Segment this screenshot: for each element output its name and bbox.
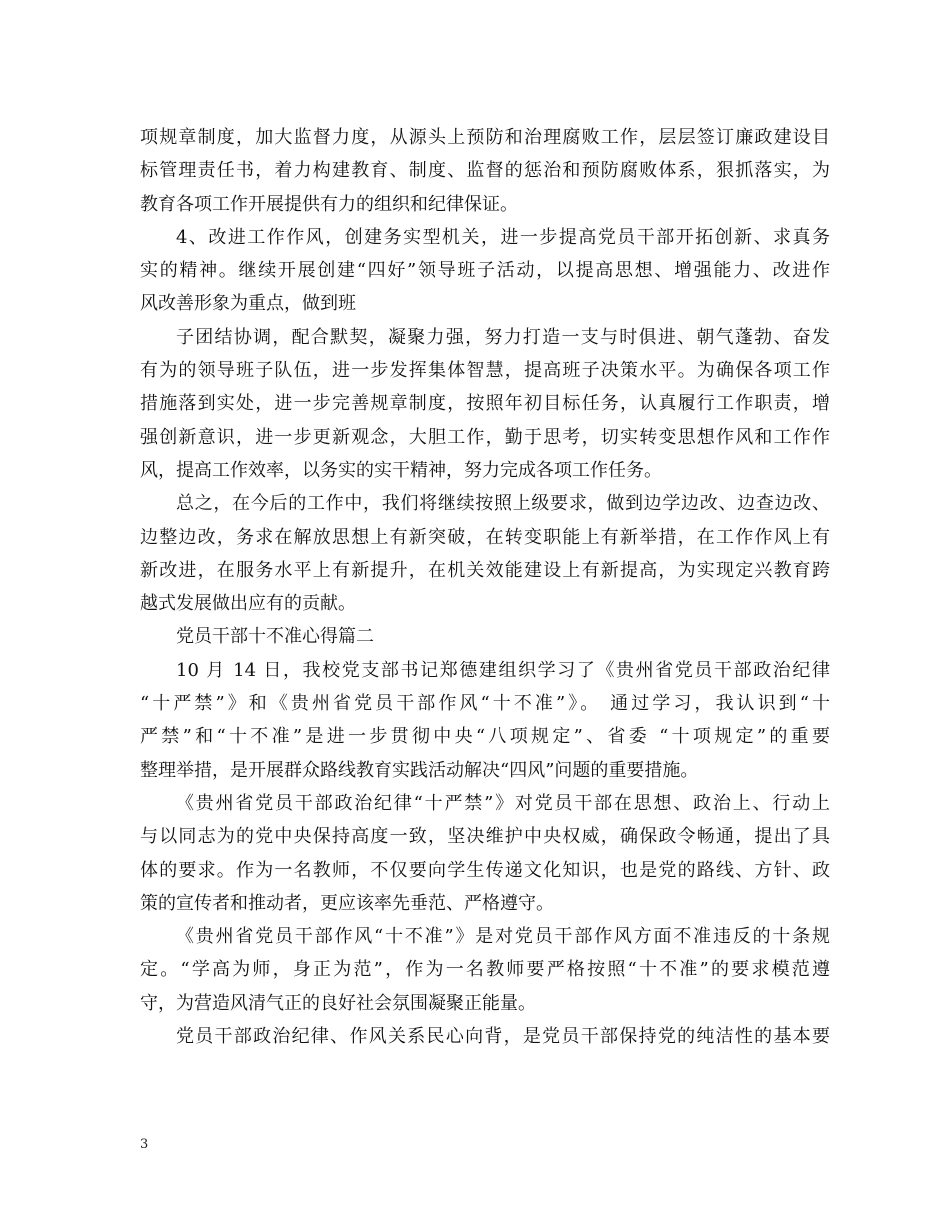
text-line: 守，为营造风清气正的良好社会氛围凝聚正能量。 (140, 992, 536, 1014)
text-line: 4、改进工作作风，创建务实型机关，进一步提高党员干部开拓创新、求真务 (176, 226, 830, 248)
text-line: “十严禁”》和《贵州省党员干部作风“十不准”》。 通过学习，我认识到“十 (140, 693, 830, 715)
text-line: 边整边改，务求在解放思想上有新突破，在转变职能上有新举措，在工作作风上有 (140, 526, 830, 548)
text-line: 子团结协调，配合默契，凝聚力强，努力打造一支与时俱进、朝气蓬勃、奋发 (176, 326, 830, 348)
text-line: 有为的领导班子队伍，进一步发挥集体智慧，提高班子决策水平。为确保各项工作 (140, 360, 830, 382)
text-line: 措施落到实处，进一步完善规章制度，按照年初目标任务，认真履行工作职责，增 (140, 393, 830, 415)
text-line: 教育各项工作开展提供有力的组织和纪律保证。 (140, 193, 518, 215)
text-line: 与以同志为的党中央保持高度一致，坚决维护中央权威，确保政令畅通，提出了具 (140, 826, 830, 848)
text-line: 实的精神。继续开展创建“四好”领导班子活动，以提高思想、增强能力、改进作 (140, 260, 830, 282)
text-line: 强创新意识，进一步更新观念，大胆工作，勤于思考，切实转变思想作风和工作作 (140, 426, 830, 448)
text-line: 越式发展做出应有的贡献。 (140, 593, 356, 615)
text-line: 风改善形象为重点，做到班 (140, 293, 356, 315)
text-line: 标管理责任书，着力构建教育、制度、监督的惩治和预防腐败体系，狠抓落实，为 (140, 160, 830, 182)
text-line: 策的宣传者和推动者，更应该率先垂范、严格遵守。 (140, 892, 554, 914)
text-line: 定。“学高为师，身正为范”，作为一名教师要严格按照“十不准”的要求模范遵 (140, 959, 830, 981)
text-line: 新改进，在服务水平上有新提升，在机关效能建设上有新提高，为实现定兴教育跨 (140, 559, 830, 581)
text-line: 《贵州省党员干部作风“十不准”》是对党员干部作风方面不准违反的十条规 (176, 926, 830, 948)
text-line: 风，提高工作效率，以务实的实干精神，努力完成各项工作任务。 (140, 459, 662, 481)
text-line: 整理举措，是开展群众路线教育实践活动解决“四风”问题的重要措施。 (140, 759, 699, 781)
document-body (140, 121, 830, 1053)
text-line: 党员干部政治纪律、作风关系民心向背，是党员干部保持党的纯洁性的基本要 (176, 1026, 830, 1048)
text-line: 10 月 14 日，我校党支部书记郑德建组织学习了《贵州省党员干部政治纪律 (176, 659, 830, 681)
text-line: 总之，在今后的工作中，我们将继续按照上级要求，做到边学边改、边查边改、 (176, 493, 830, 515)
page-number: 3 (140, 1137, 149, 1152)
text-line: 严禁”和“十不准”是进一步贯彻中央“八项规定”、省委 “十项规定”的重要 (140, 726, 830, 748)
text-line: 项规章制度，加大监督力度，从源头上预防和治理腐败工作，层层签订廉政建设目 (140, 127, 830, 148)
text-line: 《贵州省党员干部政治纪律“十严禁”》对党员干部在思想、政治上、行动上 (176, 792, 830, 814)
section-heading: 党员干部十不准心得篇二 (176, 626, 374, 648)
text-line: 体的要求。作为一名教师，不仅要向学生传递文化知识，也是党的路线、方针、政 (140, 859, 830, 881)
